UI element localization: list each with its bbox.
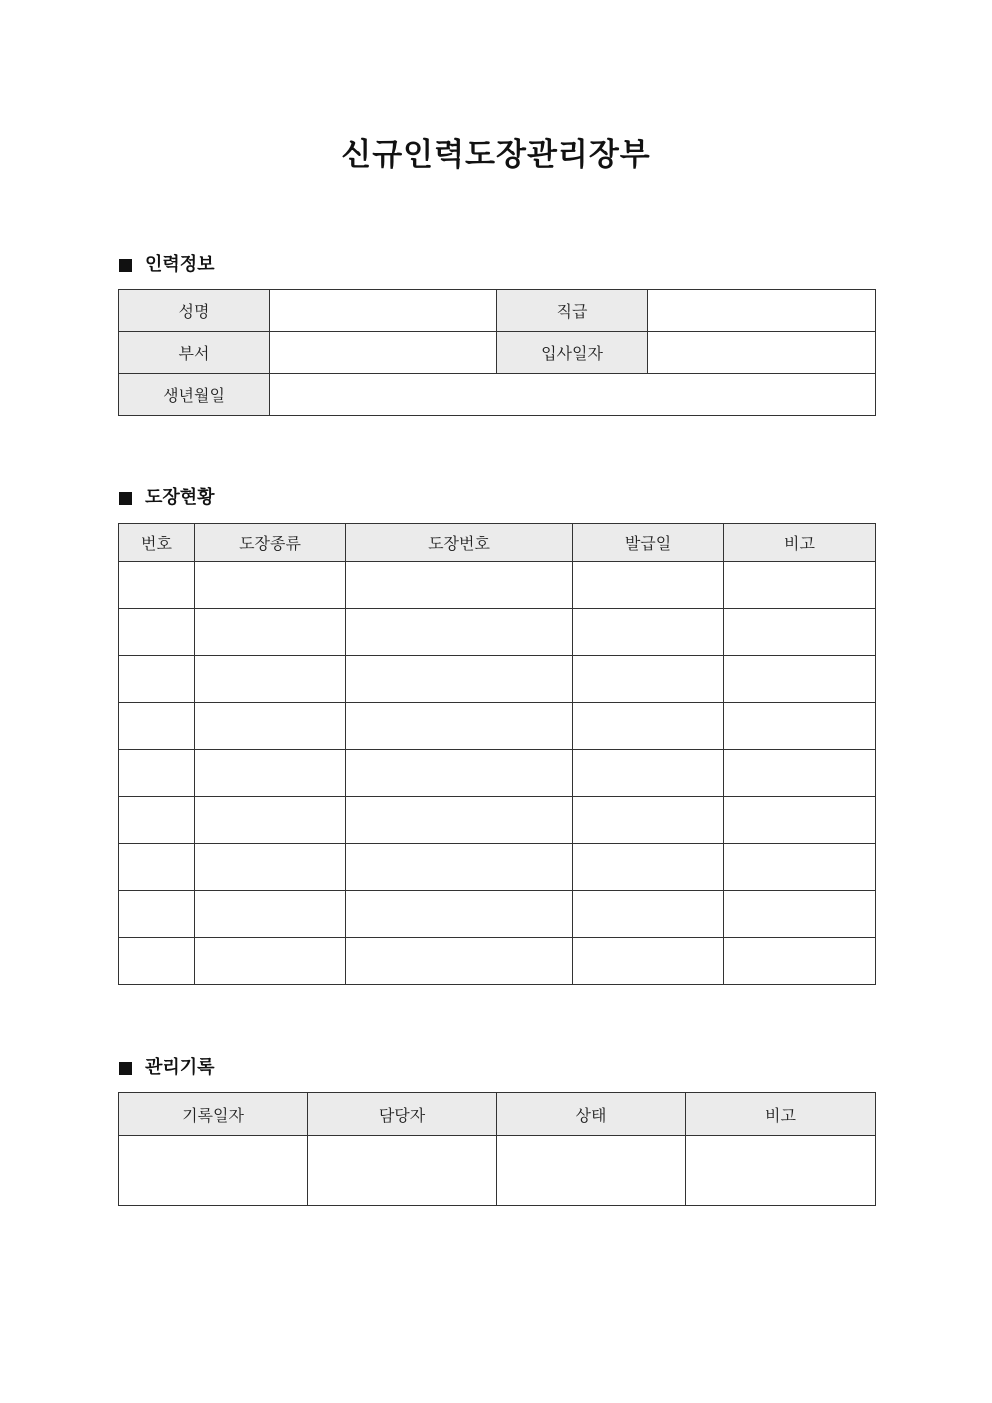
table-row [119,703,876,750]
table-cell[interactable] [119,1136,308,1206]
table-row [119,562,876,609]
table-cell[interactable] [724,656,876,703]
table-cell[interactable] [724,938,876,985]
table-row [119,750,876,797]
table-cell[interactable] [119,562,195,609]
column-header-remarks: 비고 [686,1093,876,1136]
section-heading-records [119,1056,215,1080]
table-cell[interactable] [573,891,724,938]
column-header-seal-type: 도장종류 [195,524,346,562]
table-cell[interactable] [308,1136,497,1206]
table-row [119,656,876,703]
section-heading-seal-status [119,486,215,510]
table-cell[interactable] [195,703,346,750]
table-cell[interactable] [724,797,876,844]
birth-date-label: 생년월일 [119,374,270,416]
table-cell[interactable] [119,891,195,938]
section-heading-personnel [119,253,215,277]
table-cell[interactable] [346,938,573,985]
name-label: 성명 [119,290,270,332]
table-cell[interactable] [195,609,346,656]
management-records-table [118,1092,876,1206]
table-cell[interactable] [724,891,876,938]
section-heading-personnel-label: 인력정보 [145,254,215,275]
table-cell[interactable] [119,656,195,703]
table-cell[interactable] [346,609,573,656]
table-cell[interactable] [724,844,876,891]
hire-date-field[interactable] [648,332,876,374]
table-cell[interactable] [195,891,346,938]
section-heading-records-label: 관리기록 [145,1057,215,1078]
name-field[interactable] [270,290,497,332]
table-cell[interactable] [195,844,346,891]
table-row [119,332,876,374]
table-cell[interactable] [573,656,724,703]
table-cell[interactable] [724,562,876,609]
table-cell[interactable] [119,609,195,656]
table-row [119,609,876,656]
table-cell[interactable] [573,797,724,844]
column-header-manager: 담당자 [308,1093,497,1136]
personnel-info-table [118,289,876,416]
table-header-row [119,524,876,562]
table-cell[interactable] [573,938,724,985]
table-cell[interactable] [346,844,573,891]
table-cell[interactable] [195,656,346,703]
square-bullet-icon [119,1062,132,1075]
column-header-status: 상태 [497,1093,686,1136]
table-cell[interactable] [573,844,724,891]
table-cell[interactable] [346,703,573,750]
table-cell[interactable] [346,656,573,703]
table-cell[interactable] [724,703,876,750]
position-label: 직급 [497,290,648,332]
table-cell[interactable] [346,891,573,938]
table-cell[interactable] [195,750,346,797]
column-header-issue-date: 발급일 [573,524,724,562]
table-row [119,1136,876,1206]
table-header-row [119,1093,876,1136]
position-field[interactable] [648,290,876,332]
column-header-record-date: 기록일자 [119,1093,308,1136]
table-row [119,290,876,332]
table-cell[interactable] [119,844,195,891]
department-field[interactable] [270,332,497,374]
square-bullet-icon [119,492,132,505]
table-cell[interactable] [573,750,724,797]
seal-status-table [118,523,876,985]
table-cell[interactable] [119,938,195,985]
table-cell[interactable] [686,1136,876,1206]
table-cell[interactable] [346,797,573,844]
department-label: 부서 [119,332,270,374]
table-cell[interactable] [119,703,195,750]
table-cell[interactable] [195,938,346,985]
table-cell[interactable] [573,609,724,656]
column-header-number: 번호 [119,524,195,562]
table-row [119,797,876,844]
column-header-seal-number: 도장번호 [346,524,573,562]
table-cell[interactable] [724,609,876,656]
section-heading-seal-status-label: 도장현황 [145,487,215,508]
table-cell[interactable] [119,750,195,797]
page-title: 신규인력도장관리장부 [341,137,651,173]
column-header-remarks: 비고 [724,524,876,562]
square-bullet-icon [119,259,132,272]
table-row [119,938,876,985]
table-cell[interactable] [573,703,724,750]
table-cell[interactable] [346,562,573,609]
hire-date-label: 입사일자 [497,332,648,374]
table-cell[interactable] [195,797,346,844]
table-cell[interactable] [346,750,573,797]
birth-date-field[interactable] [270,374,876,416]
table-cell[interactable] [119,797,195,844]
table-cell[interactable] [195,562,346,609]
table-cell[interactable] [573,562,724,609]
table-row [119,891,876,938]
table-cell[interactable] [724,750,876,797]
table-row [119,374,876,416]
table-row [119,844,876,891]
table-cell[interactable] [497,1136,686,1206]
